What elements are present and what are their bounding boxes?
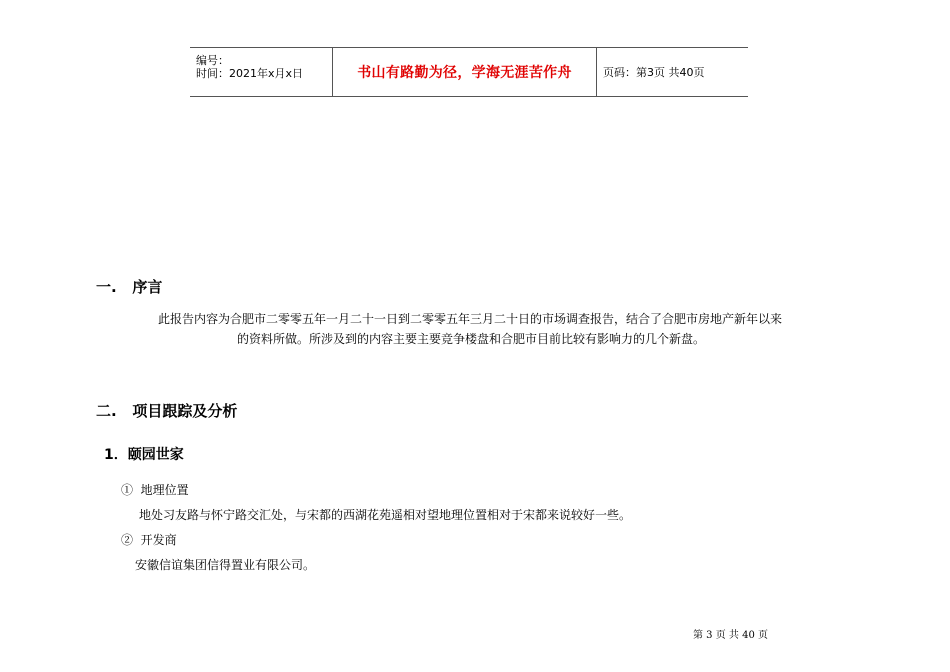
preface-paragraph-line-2: 的资料所做。所涉及到的内容主要主要竞争楼盘和合肥市目前比较有影响力的几个新盘。 <box>237 332 706 346</box>
item-label-developer: ② 开发商 <box>121 533 177 547</box>
document-time: 时间：2021年x月x日 <box>196 67 304 80</box>
item-text-developer: 安徽信谊集团信得置业有限公司。 <box>135 558 316 572</box>
motto: 书山有路勤为径，学海无涯苦作舟 <box>357 65 572 81</box>
footer-page-number: 第 3 页 共 40 页 <box>693 630 768 641</box>
header-page-number: 页码：第3页 共40页 <box>603 66 705 79</box>
section-title-preface: 一. 序言 <box>96 278 163 296</box>
header-table <box>190 47 748 97</box>
item-text-location: 地处习友路与怀宁路交汇处，与宋都的西湖花苑遥相对望地理位置相对于宋都来说较好一些。 <box>139 508 632 522</box>
item-label-location: ① 地理位置 <box>121 483 189 497</box>
section-title-project-tracking: 二. 项目跟踪及分析 <box>96 402 238 420</box>
subsection-title-yiyuan: 1．颐园世家 <box>104 447 184 463</box>
header-page-cell <box>597 48 748 96</box>
header-info-cell <box>190 48 333 96</box>
header-motto-cell <box>333 48 597 96</box>
preface-paragraph-line-1: 此报告内容为合肥市二零零五年一月二十一日到二零零五年三月二十日的市场调查报告，结合了合肥市房地产新年以来 <box>158 312 783 326</box>
document-code: 编号： <box>196 54 229 67</box>
